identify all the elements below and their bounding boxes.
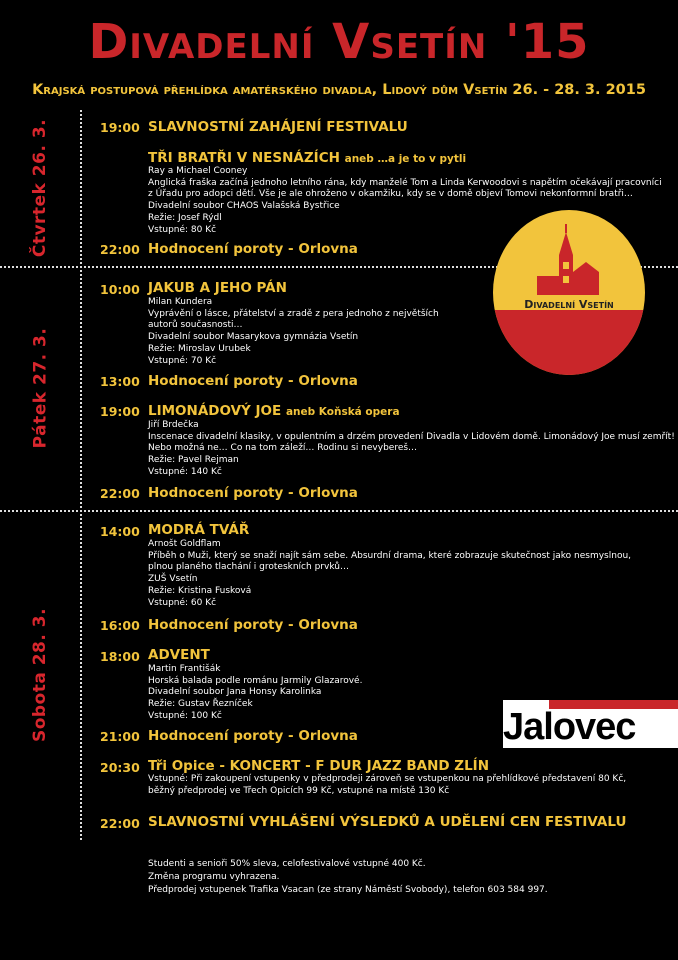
event-details: Milan Kundera Vyprávění o lásce, přátelství a zradě z pera jednoho z největších autorů současnosti… Divadelní soubor Masarykova gymnázia Vsetín Režie: Miroslav Urubek Vstupné: 70 Kč <box>148 297 439 366</box>
event-title: Hodnocení poroty - Orlovna <box>148 241 358 257</box>
event-time: 22:00 <box>100 816 140 831</box>
event-title: Hodnocení poroty - Orlovna <box>148 373 358 389</box>
festival-logo <box>493 210 645 375</box>
event-details: Ray a Michael Cooney Anglická fraška začíná jednoho letního rána, kdy manželé Tom a Linda Kerwoodovi s napětím očekávají pracovníci z Úřadu pro adopci dětí. Vše je ale ohroženo v okamžiku, kdy se v domě objeví Tomovi nekonformní bratři… Divadelní soubor CHAOS Valašská Bystřice Režie: Josef Rýdl Vstupné: 80 Kč <box>148 166 662 235</box>
church-tower-icon <box>493 210 645 310</box>
event-details: Martin Františák Horská balada podle románu Jarmily Glazarové. Divadelní soubor Jana Honsy Karolinka Režie: Gustav Řezníček Vstupné: 100 Kč <box>148 664 363 721</box>
event-title: ADVENT <box>148 647 210 663</box>
event-time: 13:00 <box>100 374 140 389</box>
event-title: LIMONÁDOVÝ JOE aneb Koňská opera <box>148 403 400 419</box>
event-time: 20:30 <box>100 760 140 775</box>
event-time: 18:00 <box>100 649 140 664</box>
day-divider <box>0 510 678 512</box>
event-title: MODRÁ TVÁŘ <box>148 522 250 538</box>
poster-subtitle: Krajská postupová přehlídka amatérského divadla, Lidový dům Vsetín 26. - 28. 3. 2015 <box>32 82 646 98</box>
event-time: 10:00 <box>100 282 140 297</box>
day-label-thursday: Čtvrtek 26. 3. <box>30 118 50 258</box>
event-title: Hodnocení poroty - Orlovna <box>148 485 358 501</box>
note-line: Změna programu vyhrazena. <box>148 872 280 882</box>
footer-notes <box>148 858 628 897</box>
sponsor-text: Jalovec <box>503 706 636 748</box>
event-details: Vstupné: Při zakoupení vstupenky v předprodeji zároveň se vstupenkou na přehlídkové představení 80 Kč, běžný předprodej ve Třech Opicích 99 Kč, vstupné na místě 130 Kč <box>148 774 627 796</box>
event-time: 21:00 <box>100 729 140 744</box>
event-time: 16:00 <box>100 618 140 633</box>
event-time: 22:00 <box>100 486 140 501</box>
event-title: SLAVNOSTNÍ VYHLÁŠENÍ VÝSLEDKŮ A UDĚLENÍ CEN FESTIVALU <box>148 814 627 830</box>
note-line: Studenti a senioři 50% sleva, celofestivalové vstupné 400 Kč. <box>148 859 426 869</box>
event-details: Jiří Brdečka Inscenace divadelní klasiky, v opulentním a drzém provedení Divadla v Lidovém domě. Limonádový Joe musí zemřít! Nebo možná ne… Co na tom záleží… Rodinu si nevybereš… Režie: Pavel Rejman Vstupné: 140 Kč <box>148 420 675 477</box>
day-label-friday: Pátek 27. 3. <box>30 327 50 449</box>
event-title: JAKUB A JEHO PÁN <box>148 280 287 296</box>
event-details: Arnošt Goldflam Příběh o Muži, který se snaží najít sám sebe. Absurdní drama, které zobrazuje skutečnost jako nesmyslnou, plnou planého tlachání i groteskních prvků… ZUŠ Vsetín Režie: Kristina Fusková Vstupné: 60 Kč <box>148 539 632 608</box>
day-label-saturday: Sobota 28. 3. <box>30 607 51 743</box>
vertical-divider <box>80 110 82 840</box>
event-title: Tři Opice - KONCERT - F DUR JAZZ BAND ZLÍN <box>148 758 489 774</box>
event-title: TŘI BRATŘI V NESNÁZÍCH aneb …a je to v pytli <box>148 150 467 166</box>
event-time: 14:00 <box>100 524 140 539</box>
event-time: 22:00 <box>100 242 140 257</box>
event-title: Hodnocení poroty - Orlovna <box>148 728 358 744</box>
event-time: 19:00 <box>100 404 140 419</box>
event-time: 19:00 <box>100 120 140 135</box>
sponsor-logo <box>503 700 678 748</box>
poster-title: Divadelní Vsetín '15 <box>88 14 590 70</box>
logo-text: Divadelní Vsetín <box>524 298 614 311</box>
note-line: Předprodej vstupenek Trafika Vsacan (ze strany Náměstí Svobody), telefon 603 584 997. <box>148 885 548 895</box>
event-title: Hodnocení poroty - Orlovna <box>148 617 358 633</box>
event-title: SLAVNOSTNÍ ZAHÁJENÍ FESTIVALU <box>148 119 408 135</box>
